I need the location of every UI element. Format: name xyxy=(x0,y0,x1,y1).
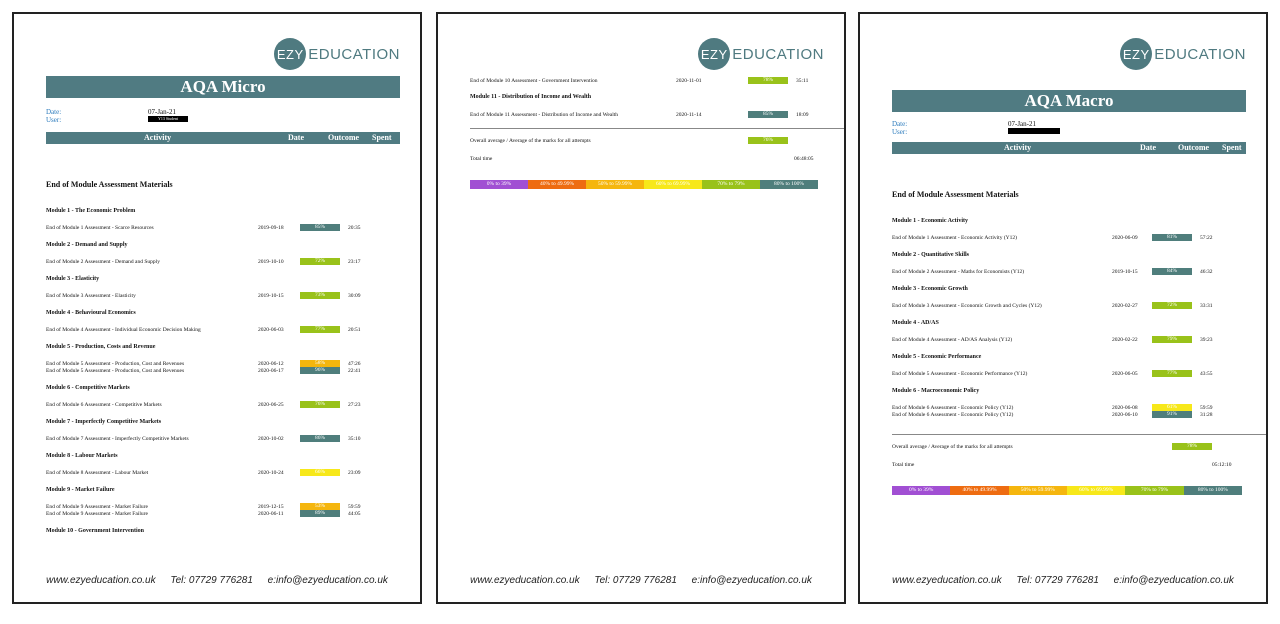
outcome-bar: 86% xyxy=(300,435,340,442)
row-date: 2020-02-27 xyxy=(1112,303,1138,309)
module-title: Module 3 - Elasticity xyxy=(46,276,100,282)
total-time-value: 06:48:05 xyxy=(794,156,814,162)
overall-label: Overall average / Average of the marks for all attempts xyxy=(470,138,591,144)
total-time-label: Total time xyxy=(470,156,493,162)
outcome-bar: 72% xyxy=(1152,302,1192,309)
row-date: 2019-10-15 xyxy=(1112,269,1138,275)
report-date: 07-Jan-21 xyxy=(1008,120,1036,128)
header-spent: Spent xyxy=(372,133,392,142)
section-title: End of Module Assessment Materials xyxy=(892,190,1019,199)
row-time: 31:28 xyxy=(1200,412,1213,418)
outcome-bar: 91% xyxy=(1152,411,1192,418)
row-activity: End of Module 6 Assessment - Economic Policy (Y12) xyxy=(892,412,1014,418)
outcome-bar: 84% xyxy=(1152,268,1192,275)
module-title: Module 2 - Quantitative Skills xyxy=(892,252,970,258)
user-label: User: xyxy=(46,116,62,124)
outcome-bar: 81% xyxy=(1152,234,1192,241)
row-date: 2019-12-15 xyxy=(258,504,284,510)
score-legend xyxy=(892,486,1242,495)
row-date: 2020-06-25 xyxy=(258,402,284,408)
outcome-bar: 89% xyxy=(300,510,340,517)
logo-text: EDUCATION xyxy=(1154,45,1246,63)
logo-circle: EZY xyxy=(274,38,306,70)
module-title: Module 4 - Behavioural Economics xyxy=(46,310,136,316)
report-page-macro xyxy=(858,12,1268,604)
table-header xyxy=(892,142,1246,154)
module-title: Module 10 - Government Intervention xyxy=(46,528,144,534)
outcome-bar: 58% xyxy=(300,360,340,367)
page-title: AQA Macro xyxy=(892,90,1246,112)
legend-item: 40% to 49.99% xyxy=(950,486,1008,495)
ezy-education-logo xyxy=(274,38,400,70)
module-title: Module 11 - Distribution of Income and Wealth xyxy=(470,94,592,100)
overall-label: Overall average / Average of the marks for all attempts xyxy=(892,444,1013,450)
row-date: 2020-06-11 xyxy=(258,511,284,517)
footer xyxy=(438,575,844,586)
row-time: 23:09 xyxy=(348,470,361,476)
user-name-redacted xyxy=(1008,128,1060,134)
logo-circle: EZY xyxy=(1120,38,1152,70)
row-activity: End of Module 8 Assessment - Labour Market xyxy=(46,470,149,476)
section-title: End of Module Assessment Materials xyxy=(46,180,173,189)
legend-item: 70% to 79% xyxy=(1125,486,1183,495)
row-date: 2020-06-17 xyxy=(258,368,284,374)
outcome-bar: 78% xyxy=(748,77,788,84)
row-activity: End of Module 9 Assessment - Market Failure xyxy=(46,504,148,510)
report-page-micro-continued xyxy=(436,12,846,604)
header-date: Date xyxy=(1140,143,1156,152)
row-date: 2020-02-22 xyxy=(1112,337,1138,343)
score-legend xyxy=(470,180,818,189)
row-date: 2020-06-10 xyxy=(1112,412,1138,418)
header-activity: Activity xyxy=(1004,143,1032,152)
overall-bar: 78% xyxy=(1172,443,1212,450)
divider xyxy=(470,128,844,129)
row-activity: End of Module 5 Assessment - Economic Performance (Y12) xyxy=(892,371,1028,377)
module-title: Module 3 - Economic Growth xyxy=(892,286,968,292)
divider xyxy=(892,434,1266,435)
row-time: 46:32 xyxy=(1200,269,1213,275)
module-title: Module 8 - Labour Markets xyxy=(46,453,118,459)
row-activity: End of Module 9 Assessment - Market Failure xyxy=(46,511,148,517)
date-label: Date: xyxy=(892,120,908,128)
header-spent: Spent xyxy=(1222,143,1242,152)
row-activity: End of Module 5 Assessment - Production, Cost and Revenues xyxy=(46,368,185,374)
footer-tel: Tel: 07729 776281 xyxy=(1016,575,1099,586)
footer-email: e:info@ezyeducation.co.uk xyxy=(691,575,812,586)
outcome-bar: 85% xyxy=(748,111,788,118)
logo-text: EDUCATION xyxy=(732,45,824,63)
row-time: 35:11 xyxy=(796,78,809,84)
footer-tel: Tel: 07729 776281 xyxy=(594,575,677,586)
outcome-bar: 72% xyxy=(300,258,340,265)
outcome-bar: 66% xyxy=(300,469,340,476)
header-outcome: Outcome xyxy=(1178,143,1210,152)
row-date: 2020-06-03 xyxy=(258,327,284,333)
report-page-micro xyxy=(12,12,422,604)
row-date: 2019-10-10 xyxy=(258,259,284,265)
footer xyxy=(860,575,1266,586)
row-date: 2019-09-18 xyxy=(258,225,284,231)
row-date: 2019-10-15 xyxy=(258,293,284,299)
footer-tel: Tel: 07729 776281 xyxy=(170,575,253,586)
legend-item: 0% to 39% xyxy=(470,180,528,189)
row-activity: End of Module 4 Assessment - AD/AS Analysis (Y12) xyxy=(892,337,1013,343)
module-title: Module 5 - Economic Performance xyxy=(892,354,982,360)
legend-item: 80% to 100% xyxy=(1184,486,1242,495)
outcome-bar: 73% xyxy=(300,292,340,299)
total-time-value: 05:12:10 xyxy=(1212,462,1232,468)
row-time: 39:23 xyxy=(1200,337,1213,343)
legend-item: 0% to 39% xyxy=(892,486,950,495)
legend-item: 70% to 79% xyxy=(702,180,760,189)
outcome-bar: 85% xyxy=(300,224,340,231)
ezy-education-logo xyxy=(1120,38,1246,70)
footer-email: e:info@ezyeducation.co.uk xyxy=(267,575,388,586)
row-activity: End of Module 3 Assessment - Economic Growth and Cycles (Y12) xyxy=(892,303,1042,309)
row-time: 20:35 xyxy=(348,225,361,231)
module-title: Module 4 - AD/AS xyxy=(892,320,939,326)
user-name-redacted: Y13 Student xyxy=(148,116,188,122)
report-date: 07-Jan-21 xyxy=(148,108,176,116)
row-time: 23:17 xyxy=(348,259,361,265)
row-activity: End of Module 1 Assessment - Economic Activity (Y12) xyxy=(892,235,1017,241)
row-time: 27:23 xyxy=(348,402,361,408)
ezy-education-logo xyxy=(698,38,824,70)
row-date: 2020-06-05 xyxy=(1112,371,1138,377)
legend-item: 60% to 69.99% xyxy=(1067,486,1125,495)
row-activity: End of Module 2 Assessment - Maths for Economists (Y12) xyxy=(892,269,1025,275)
outcome-bar: 96% xyxy=(300,367,340,374)
logo-circle: EZY xyxy=(698,38,730,70)
header-date: Date xyxy=(288,133,304,142)
legend-item: 60% to 69.99% xyxy=(644,180,702,189)
outcome-bar: 77% xyxy=(1152,370,1192,377)
row-time: 59:59 xyxy=(348,504,361,510)
row-activity: End of Module 6 Assessment - Economic Policy (Y12) xyxy=(892,405,1014,411)
row-date: 2020-06-12 xyxy=(258,361,284,367)
module-title: Module 1 - The Economic Problem xyxy=(46,208,136,214)
date-label: Date: xyxy=(46,108,62,116)
row-activity: End of Module 4 Assessment - Individual Economic Decision Making xyxy=(46,327,201,333)
legend-item: 80% to 100% xyxy=(760,180,818,189)
row-time: 59:59 xyxy=(1200,405,1213,411)
row-activity: End of Module 2 Assessment - Demand and Supply xyxy=(46,259,160,265)
row-date: 2020-11-14 xyxy=(676,112,702,118)
row-time: 43:55 xyxy=(1200,371,1213,377)
row-time: 30:09 xyxy=(348,293,361,299)
row-date: 2020-06-08 xyxy=(1112,405,1138,411)
row-time: 20:51 xyxy=(348,327,361,333)
row-time: 35:10 xyxy=(348,436,361,442)
footer-web: www.ezyeducation.co.uk xyxy=(470,575,580,586)
header-activity: Activity xyxy=(144,133,172,142)
outcome-bar: 77% xyxy=(300,326,340,333)
outcome-bar: 76% xyxy=(300,401,340,408)
module-title: Module 7 - Imperfectly Competitive Markets xyxy=(46,419,162,425)
row-activity: End of Module 5 Assessment - Production, Cost and Revenues xyxy=(46,361,185,367)
legend-item: 50% to 59.99% xyxy=(1009,486,1067,495)
row-time: 18:09 xyxy=(796,112,809,118)
total-time-label: Total time xyxy=(892,462,915,468)
row-activity: End of Module 6 Assessment - Competitive Markets xyxy=(46,402,162,408)
legend-item: 50% to 59.99% xyxy=(586,180,644,189)
table-header xyxy=(46,132,400,144)
page-title: AQA Micro xyxy=(46,76,400,98)
row-activity: End of Module 7 Assessment - Imperfectly Competitive Markets xyxy=(46,436,189,442)
row-time: 44:05 xyxy=(348,511,361,517)
user-label: User: xyxy=(892,128,908,136)
row-time: 57:22 xyxy=(1200,235,1213,241)
row-date: 2020-10-24 xyxy=(258,470,284,476)
row-time: 33:31 xyxy=(1200,303,1213,309)
footer-web: www.ezyeducation.co.uk xyxy=(892,575,1002,586)
header-outcome: Outcome xyxy=(328,133,360,142)
footer-email: e:info@ezyeducation.co.uk xyxy=(1113,575,1234,586)
module-title: Module 6 - Competitive Markets xyxy=(46,385,130,391)
overall-bar: 76% xyxy=(748,137,788,144)
logo-text: EDUCATION xyxy=(308,45,400,63)
module-title: Module 2 - Demand and Supply xyxy=(46,242,128,248)
row-activity: End of Module 11 Assessment - Distribution of Income and Wealth xyxy=(470,112,619,118)
outcome-bar: 79% xyxy=(1152,336,1192,343)
row-time: 22:41 xyxy=(348,368,361,374)
footer-web: www.ezyeducation.co.uk xyxy=(46,575,156,586)
module-title: Module 5 - Production, Costs and Revenue xyxy=(46,344,156,350)
legend-item: 40% to 49.99% xyxy=(528,180,586,189)
module-title: Module 6 - Macroeconomic Policy xyxy=(892,388,980,394)
row-activity: End of Module 1 Assessment - Scarce Resources xyxy=(46,225,154,231)
module-title: Module 9 - Market Failure xyxy=(46,487,115,493)
row-date: 2020-10-02 xyxy=(258,436,284,442)
row-activity: End of Module 10 Assessment - Government Intervention xyxy=(470,78,598,84)
row-date: 2020-11-01 xyxy=(676,78,702,84)
footer xyxy=(14,575,420,586)
outcome-bar: 53% xyxy=(300,503,340,510)
module-title: Module 1 - Economic Activity xyxy=(892,218,968,224)
row-date: 2020-06-09 xyxy=(1112,235,1138,241)
row-time: 47:26 xyxy=(348,361,361,367)
outcome-bar: 61% xyxy=(1152,404,1192,411)
row-activity: End of Module 3 Assessment - Elasticity xyxy=(46,293,136,299)
